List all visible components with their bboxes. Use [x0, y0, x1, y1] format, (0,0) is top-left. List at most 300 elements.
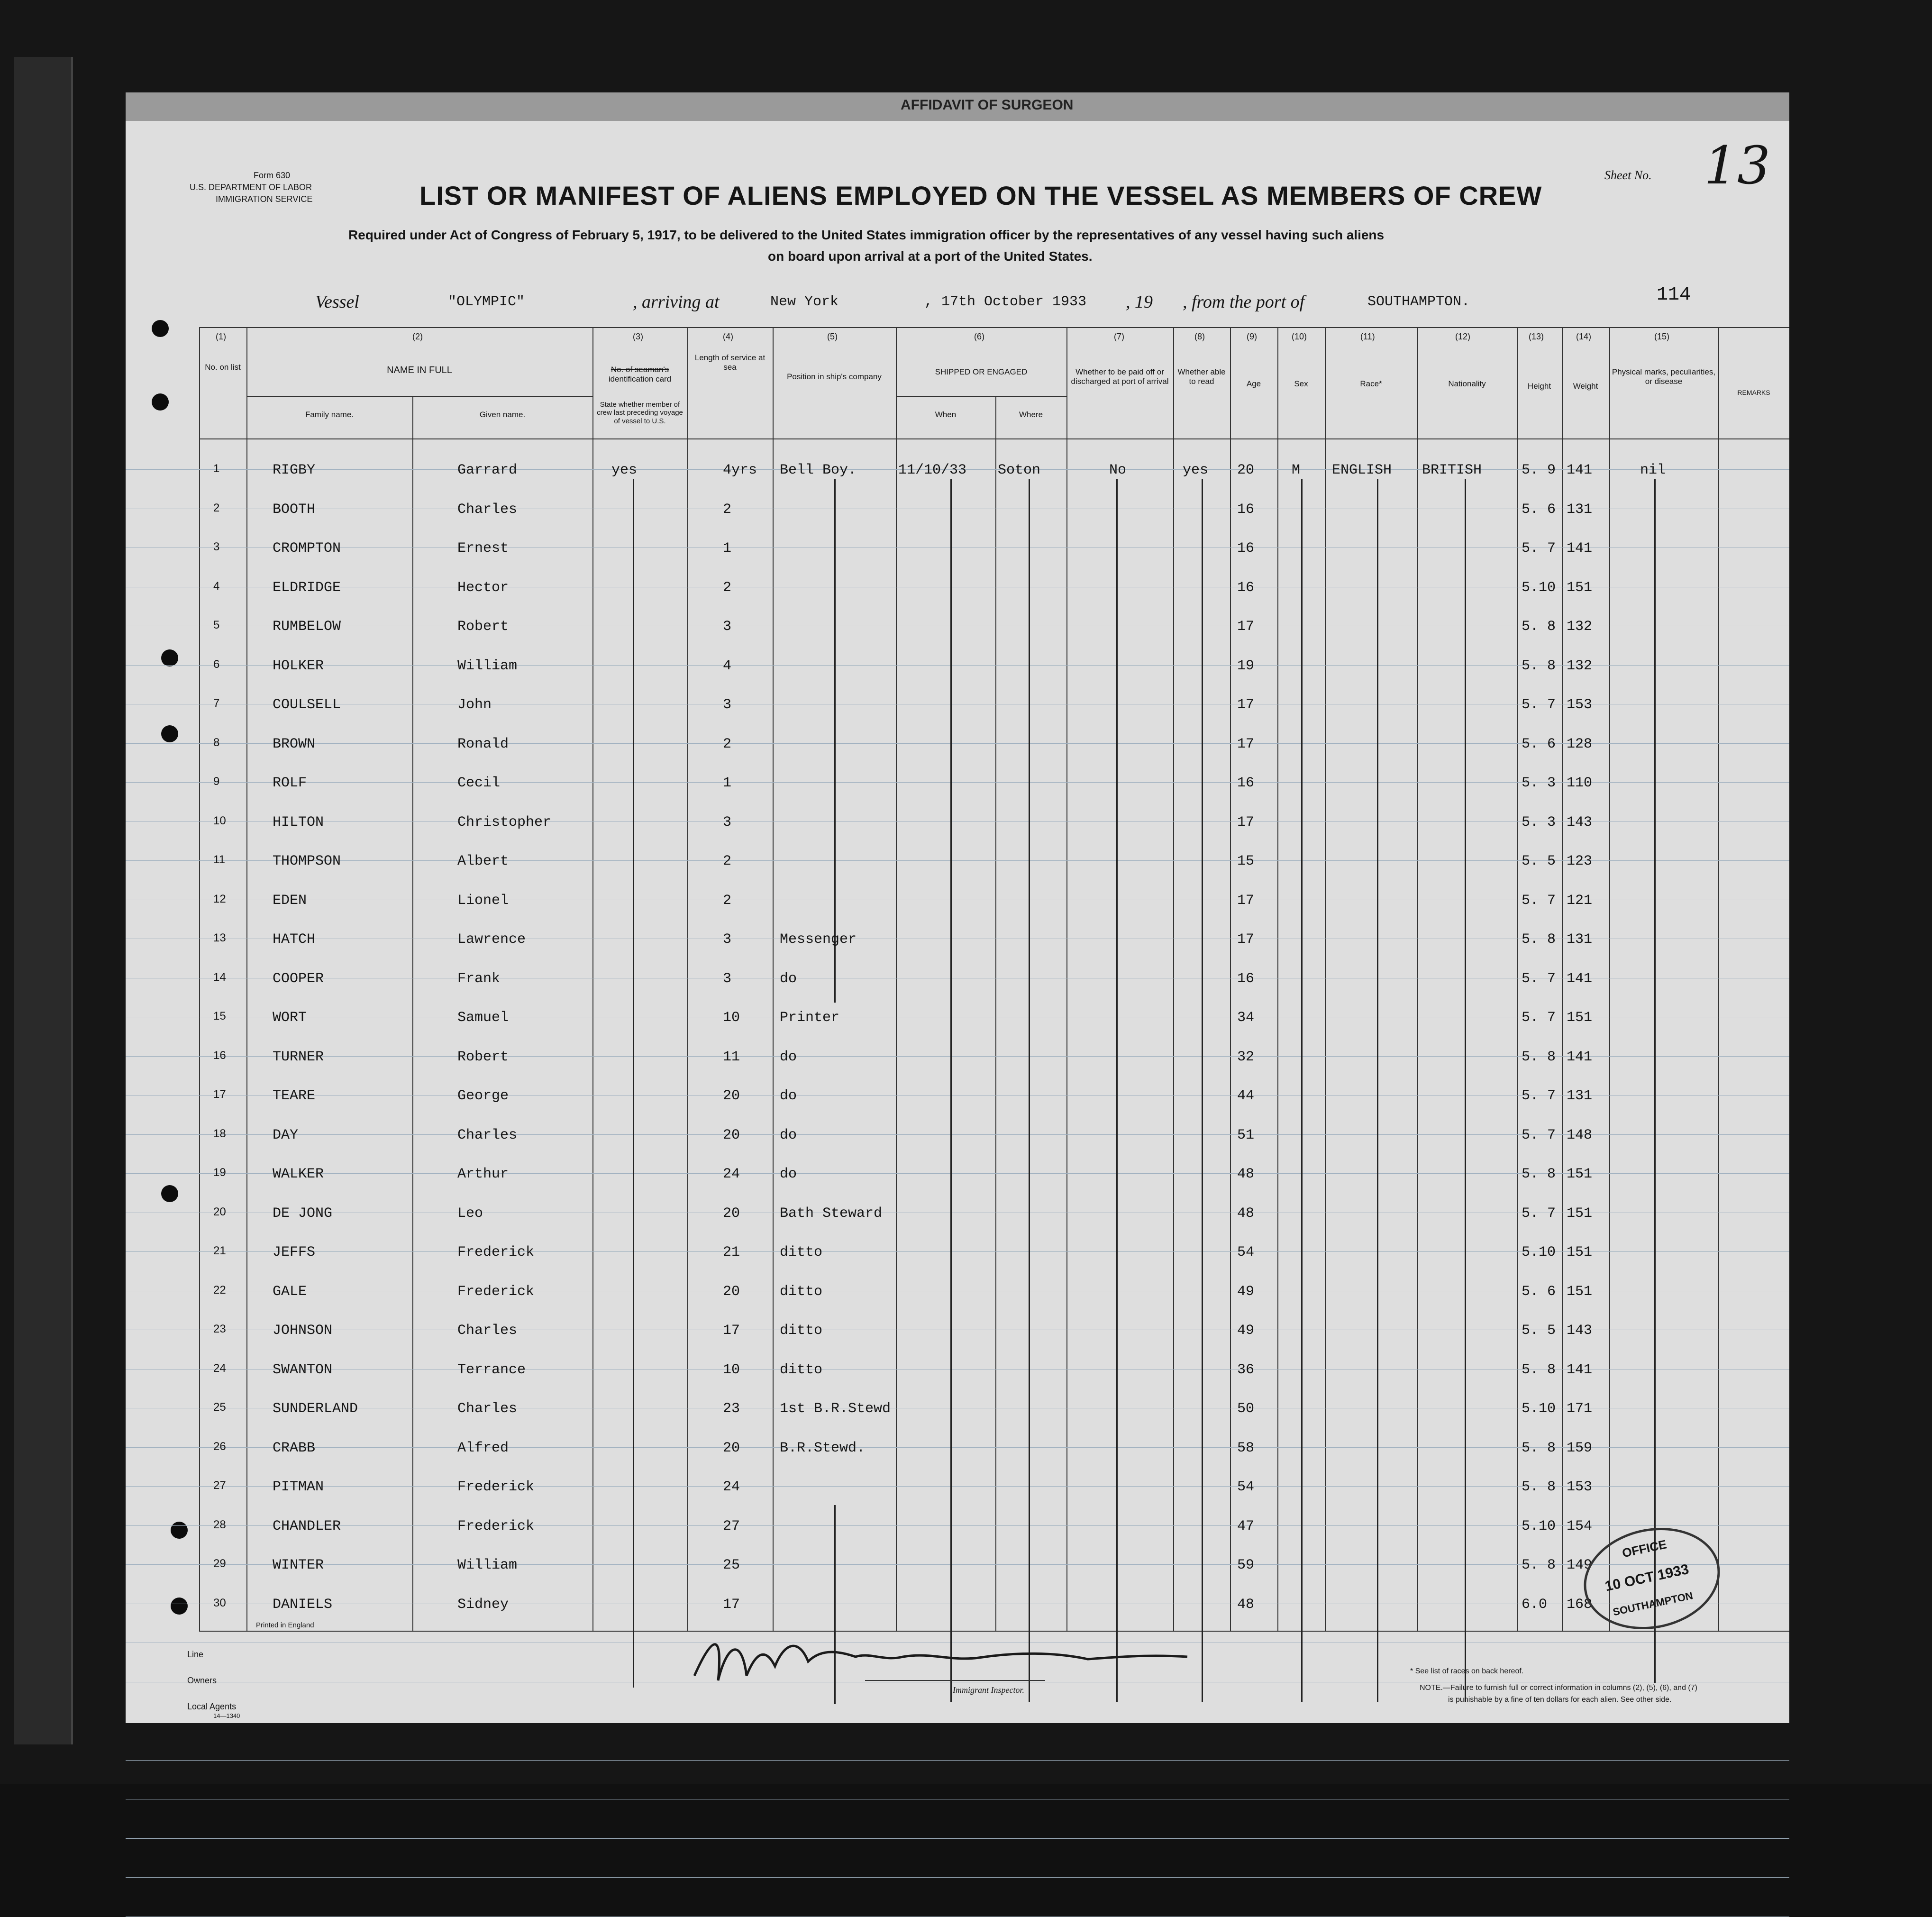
vessel-name: "OLYMPIC"	[448, 294, 525, 310]
given-name: Lionel	[457, 892, 509, 909]
weight: 141	[1567, 1049, 1593, 1065]
agents-code: 14—1340	[213, 1712, 240, 1719]
family-name: CROMPTON	[273, 540, 341, 557]
header-age: Age	[1246, 379, 1261, 388]
punch-hole	[161, 649, 178, 666]
given-name: Ronald	[457, 736, 509, 752]
col-num: (1)	[216, 332, 226, 341]
col-num: (13)	[1529, 332, 1544, 341]
races-note: * See list of races on back hereof.	[1410, 1667, 1524, 1675]
service-length: 27	[723, 1518, 740, 1534]
ditto-stroke	[1301, 479, 1303, 1702]
from-label: , from the port of	[1183, 292, 1305, 312]
service-length: 23	[723, 1401, 740, 1417]
service-length: 20	[723, 1088, 740, 1104]
row-number: 30	[213, 1596, 226, 1609]
height: 5. 6	[1522, 501, 1556, 518]
given-name: George	[457, 1088, 509, 1104]
row-number: 9	[213, 775, 220, 788]
height: 5. 8	[1522, 657, 1556, 674]
given-name: Cecil	[457, 775, 501, 791]
service-length: 2	[723, 579, 732, 596]
position: do	[780, 970, 797, 987]
position: ditto	[780, 1244, 823, 1260]
department: U.S. DEPARTMENT OF LABOR	[190, 183, 312, 192]
owners-label: Owners	[187, 1676, 217, 1685]
header-remarks: REMARKS	[1737, 389, 1770, 396]
given-name: Frederick	[457, 1283, 535, 1300]
punch-hole	[171, 1598, 188, 1615]
weight: 143	[1567, 1323, 1593, 1339]
age: 16	[1237, 775, 1255, 791]
col-num: (10)	[1292, 332, 1307, 341]
age: 54	[1237, 1479, 1255, 1495]
given-name: Frederick	[457, 1244, 535, 1260]
engaged-when: 11/10/33	[898, 462, 967, 478]
header-seaman-card-note: State whether member of crew last preceding voyage of vessel to U.S.	[597, 401, 683, 425]
family-name: PITMAN	[273, 1479, 324, 1495]
subtitle-line-2: on board upon arrival at a port of the United States.	[768, 249, 1093, 264]
given-name: Christopher	[457, 814, 552, 831]
penalty-note-2: is punishable by a fine of ten dollars for each alien. See other side.	[1448, 1696, 1672, 1704]
family-name: BROWN	[273, 736, 316, 752]
service-length: 3	[723, 970, 732, 987]
age: 17	[1237, 619, 1255, 635]
ruled-line	[126, 1838, 1789, 1839]
family-name: CHANDLER	[273, 1518, 341, 1534]
col-num: (11)	[1360, 332, 1375, 341]
age: 51	[1237, 1127, 1255, 1143]
header-when: When	[935, 410, 957, 419]
row-number: 7	[213, 697, 220, 710]
row-number: 13	[213, 931, 226, 944]
height: 5. 3	[1522, 775, 1556, 791]
height: 5.10	[1522, 1401, 1556, 1417]
row-number: 29	[213, 1557, 226, 1570]
stamp-bottom-text: SOUTHAMPTON	[1612, 1589, 1694, 1618]
punch-hole	[161, 725, 178, 742]
header-able-read: Whether able to read	[1177, 367, 1226, 386]
height: 5. 7	[1522, 1010, 1556, 1026]
header-physical: Physical marks, peculiarities, or disease	[1612, 367, 1716, 386]
height: 5.10	[1522, 1244, 1556, 1260]
header-seaman-card: No. of seaman's identification card	[608, 365, 672, 383]
service-length: 17	[723, 1596, 740, 1613]
inspector-signature	[685, 1624, 1230, 1695]
height: 5. 3	[1522, 814, 1556, 831]
arriving-label: , arriving at	[633, 292, 720, 312]
age: 58	[1237, 1440, 1255, 1456]
service-length: 17	[723, 1323, 740, 1339]
age: 17	[1237, 814, 1255, 831]
position: ditto	[780, 1323, 823, 1339]
weight: 154	[1567, 1518, 1593, 1534]
ditto-stroke	[950, 479, 952, 1702]
physical-marks: nil	[1640, 462, 1666, 478]
weight: 153	[1567, 697, 1593, 713]
arrival-date: , 17th October 1933	[924, 294, 1087, 310]
given-name: Garrard	[457, 462, 518, 478]
age: 50	[1237, 1401, 1255, 1417]
family-name: SUNDERLAND	[273, 1401, 358, 1417]
service-length: 10	[723, 1361, 740, 1378]
col-num: (8)	[1194, 332, 1205, 341]
service: IMMIGRATION SERVICE	[216, 194, 313, 204]
punch-hole	[152, 320, 169, 337]
family-name: HOLKER	[273, 657, 324, 674]
weight: 131	[1567, 501, 1593, 518]
header-sex: Sex	[1294, 379, 1308, 388]
header-race: Race*	[1360, 379, 1382, 388]
printed-note: Printed in England	[256, 1621, 314, 1629]
service-length: 20	[723, 1283, 740, 1300]
header-shipped: SHIPPED OR ENGAGED	[935, 367, 1028, 376]
service-length: 4yrs	[723, 462, 757, 478]
height: 5. 6	[1522, 1283, 1556, 1300]
height: 5. 5	[1522, 1323, 1556, 1339]
form-number: Form 630	[254, 171, 291, 180]
age: 32	[1237, 1049, 1255, 1065]
weight: 148	[1567, 1127, 1593, 1143]
given-name: Robert	[457, 1049, 509, 1065]
age: 48	[1237, 1205, 1255, 1222]
service-length: 3	[723, 619, 732, 635]
position: ditto	[780, 1283, 823, 1300]
height: 5. 7	[1522, 540, 1556, 557]
sheet-number: 13	[1704, 135, 1770, 196]
row-number: 27	[213, 1479, 226, 1492]
service-length: 3	[723, 814, 732, 831]
service-length: 25	[723, 1557, 740, 1573]
col-num: (4)	[723, 332, 733, 341]
family-name: DAY	[273, 1127, 299, 1143]
age: 34	[1237, 1010, 1255, 1026]
age: 17	[1237, 931, 1255, 948]
family-name: JEFFS	[273, 1244, 316, 1260]
family-name: TEARE	[273, 1088, 316, 1104]
row-number: 16	[213, 1049, 226, 1062]
family-name: RIGBY	[273, 462, 316, 478]
weight: 121	[1567, 892, 1593, 909]
row-number: 4	[213, 579, 220, 593]
age: 17	[1237, 697, 1255, 713]
given-name: Ernest	[457, 540, 509, 557]
height: 5. 9	[1522, 462, 1556, 478]
height: 5. 8	[1522, 619, 1556, 635]
ruled-line	[126, 1877, 1789, 1878]
age: 17	[1237, 892, 1255, 909]
position: Printer	[780, 1010, 840, 1026]
weight: 153	[1567, 1479, 1593, 1495]
row-number: 2	[213, 501, 220, 514]
penalty-note-1: NOTE.—Failure to furnish full or correct information in columns (2), (5), (6), and (7)	[1420, 1684, 1697, 1692]
age: 48	[1237, 1166, 1255, 1182]
row-number: 1	[213, 462, 220, 475]
year-label: , 19	[1126, 292, 1153, 312]
height: 5. 8	[1522, 931, 1556, 948]
col-num: (9)	[1247, 332, 1257, 341]
weight: 123	[1567, 853, 1593, 869]
position: do	[780, 1088, 797, 1104]
ditto-stroke	[633, 479, 634, 1688]
family-name: ROLF	[273, 775, 307, 791]
age: 19	[1237, 657, 1255, 674]
given-name: Alfred	[457, 1440, 509, 1456]
header-given-name: Given name.	[479, 410, 526, 419]
row-number: 28	[213, 1518, 226, 1531]
engaged-where: Soton	[998, 462, 1041, 478]
family-name: CRABB	[273, 1440, 316, 1456]
service-length: 2	[723, 853, 732, 869]
family-name: SWANTON	[273, 1361, 333, 1378]
family-name: THOMPSON	[273, 853, 341, 869]
page-reference: 114	[1657, 284, 1691, 306]
row-number: 8	[213, 736, 220, 749]
weight: 151	[1567, 1010, 1593, 1026]
header-paid-off: Whether to be paid off or discharged at port of arrival	[1071, 367, 1169, 386]
row-number: 23	[213, 1323, 226, 1335]
given-name: Hector	[457, 579, 509, 596]
given-name: Robert	[457, 619, 509, 635]
punch-hole	[171, 1522, 188, 1539]
height: 5. 7	[1522, 1127, 1556, 1143]
height: 5. 8	[1522, 1479, 1556, 1495]
ditto-stroke	[1465, 479, 1466, 1702]
age: 16	[1237, 540, 1255, 557]
weight: 151	[1567, 1283, 1593, 1300]
header-weight: Weight	[1573, 382, 1598, 391]
col-num: (14)	[1576, 332, 1592, 341]
manifest-page	[126, 121, 1789, 1723]
row-number: 10	[213, 814, 226, 827]
given-name: Frederick	[457, 1518, 535, 1534]
service-length: 1	[723, 540, 732, 557]
weight: 128	[1567, 736, 1593, 752]
weight: 159	[1567, 1440, 1593, 1456]
height: 5. 7	[1522, 1205, 1556, 1222]
able-read: yes	[1183, 462, 1209, 478]
header-family-name: Family name.	[305, 410, 354, 419]
height: 5. 8	[1522, 1049, 1556, 1065]
given-name: Sidney	[457, 1596, 509, 1613]
col-num: (5)	[827, 332, 838, 341]
family-name: WORT	[273, 1010, 307, 1026]
position: 1st B.R.Stewd	[780, 1401, 891, 1417]
ruled-line	[126, 1760, 1789, 1761]
row-number: 24	[213, 1361, 226, 1375]
weight: 151	[1567, 1205, 1593, 1222]
subtitle-line-1: Required under Act of Congress of February 5, 1917, to be delivered to the United States immigration officer by the representatives of any vessel having such aliens	[348, 228, 1385, 242]
family-name: COOPER	[273, 970, 324, 987]
affidavit-label: AFFIDAVIT OF SURGEON	[901, 97, 1074, 113]
service-length: 2	[723, 501, 732, 518]
weight: 132	[1567, 657, 1593, 674]
line-label: Line	[187, 1650, 204, 1659]
age: 16	[1237, 970, 1255, 987]
family-name: ELDRIDGE	[273, 579, 341, 596]
family-name: WINTER	[273, 1557, 324, 1573]
position: ditto	[780, 1361, 823, 1378]
age: 15	[1237, 853, 1255, 869]
given-name: Frederick	[457, 1479, 535, 1495]
given-name: John	[457, 697, 492, 713]
col-num: (15)	[1654, 332, 1670, 341]
row-number: 3	[213, 540, 220, 553]
header-name-in-full: NAME IN FULL	[387, 365, 452, 375]
weight: 141	[1567, 462, 1593, 478]
header-position: Position in ship's company	[787, 372, 882, 381]
weight: 151	[1567, 579, 1593, 596]
ditto-stroke	[1116, 479, 1118, 1702]
from-port: SOUTHAMPTON.	[1367, 294, 1470, 310]
inspector-label: Immigrant Inspector.	[953, 1685, 1024, 1695]
age: 48	[1237, 1596, 1255, 1613]
header-where: Where	[1019, 410, 1043, 419]
sheet-label: Sheet No.	[1604, 168, 1652, 182]
given-name: Leo	[457, 1205, 483, 1222]
service-length: 20	[723, 1205, 740, 1222]
height: 5. 7	[1522, 1088, 1556, 1104]
given-name: Arthur	[457, 1166, 509, 1182]
service-length: 4	[723, 657, 732, 674]
age: 49	[1237, 1283, 1255, 1300]
service-length: 2	[723, 892, 732, 909]
age: 20	[1237, 462, 1255, 478]
weight: 151	[1567, 1244, 1593, 1260]
service-length: 2	[723, 736, 732, 752]
service-length: 1	[723, 775, 732, 791]
weight: 131	[1567, 931, 1593, 948]
given-name: William	[457, 657, 518, 674]
position: do	[780, 1127, 797, 1143]
row-number: 20	[213, 1205, 226, 1218]
row-number: 12	[213, 892, 226, 905]
height: 5. 5	[1522, 853, 1556, 869]
family-name: EDEN	[273, 892, 307, 909]
service-length: 20	[723, 1127, 740, 1143]
weight: 143	[1567, 814, 1593, 831]
ditto-stroke	[834, 479, 836, 1003]
position: do	[780, 1166, 797, 1182]
height: 5. 8	[1522, 1361, 1556, 1378]
col-num: (12)	[1455, 332, 1471, 341]
vessel-label: Vessel	[315, 292, 359, 312]
given-name: Charles	[457, 1323, 518, 1339]
family-name: HILTON	[273, 814, 324, 831]
row-number: 14	[213, 970, 226, 984]
weight: 168	[1567, 1596, 1593, 1613]
manifest-title: LIST OR MANIFEST OF ALIENS EMPLOYED ON THE VESSEL AS MEMBERS OF CREW	[419, 181, 1542, 210]
header-no-on-list: No. on list	[205, 363, 241, 372]
service-length: 21	[723, 1244, 740, 1260]
service-length: 3	[723, 697, 732, 713]
height: 5. 8	[1522, 1440, 1556, 1456]
arriving-port: New York	[770, 294, 839, 310]
ditto-stroke	[1654, 479, 1656, 1683]
header-height: Height	[1527, 382, 1551, 391]
height: 5. 8	[1522, 1557, 1556, 1573]
row-number: 25	[213, 1401, 226, 1414]
row-number: 11	[213, 853, 225, 866]
position: Bell Boy.	[780, 462, 857, 478]
punch-hole	[161, 1185, 178, 1202]
stamp-top-text: OFFICE	[1621, 1537, 1668, 1561]
age: 49	[1237, 1323, 1255, 1339]
age: 54	[1237, 1244, 1255, 1260]
family-name: GALE	[273, 1283, 307, 1300]
height: 5. 7	[1522, 892, 1556, 909]
sex: M	[1292, 462, 1301, 478]
age: 59	[1237, 1557, 1255, 1573]
given-name: Samuel	[457, 1010, 509, 1026]
col-num: (3)	[633, 332, 643, 341]
nationality: BRITISH	[1422, 462, 1482, 478]
row-number: 15	[213, 1010, 226, 1022]
given-name: Albert	[457, 853, 509, 869]
family-name: TURNER	[273, 1049, 324, 1065]
col-num: (7)	[1114, 332, 1124, 341]
age: 47	[1237, 1518, 1255, 1534]
row-number: 18	[213, 1127, 226, 1140]
given-name: Frank	[457, 970, 501, 987]
family-name: HATCH	[273, 931, 316, 948]
weight: 151	[1567, 1166, 1593, 1182]
service-length: 11	[723, 1049, 740, 1065]
weight: 149	[1567, 1557, 1593, 1573]
age: 36	[1237, 1361, 1255, 1378]
family-name: WALKER	[273, 1166, 324, 1182]
age: 16	[1237, 579, 1255, 596]
family-name: DE JONG	[273, 1205, 333, 1222]
ditto-stroke	[1202, 479, 1203, 1702]
paid-off: No	[1109, 462, 1127, 478]
agents-label: Local Agents	[187, 1702, 237, 1711]
weight: 141	[1567, 1361, 1593, 1378]
card-status: yes	[611, 462, 638, 478]
position: Bath Steward	[780, 1205, 883, 1222]
weight: 131	[1567, 1088, 1593, 1104]
weight: 171	[1567, 1401, 1593, 1417]
height: 5. 7	[1522, 697, 1556, 713]
row-number: 6	[213, 657, 220, 671]
given-name: Charles	[457, 501, 518, 518]
family-name: BOOTH	[273, 501, 316, 518]
row-number: 21	[213, 1244, 226, 1257]
height: 5. 7	[1522, 970, 1556, 987]
given-name: Terrance	[457, 1361, 526, 1378]
weight: 110	[1567, 775, 1593, 791]
family-name: DANIELS	[273, 1596, 333, 1613]
punch-hole	[152, 393, 169, 411]
row-number: 5	[213, 619, 220, 631]
service-length: 3	[723, 931, 732, 948]
age: 17	[1237, 736, 1255, 752]
weight: 132	[1567, 619, 1593, 635]
position: B.R.Stewd.	[780, 1440, 866, 1456]
binder-edge	[14, 57, 73, 1744]
position: Messenger	[780, 931, 857, 948]
race: ENGLISH	[1332, 462, 1392, 478]
weight: 141	[1567, 540, 1593, 557]
family-name: RUMBELOW	[273, 619, 341, 635]
service-length: 24	[723, 1479, 740, 1495]
row-number: 26	[213, 1440, 226, 1453]
service-length: 10	[723, 1010, 740, 1026]
row-number: 17	[213, 1088, 226, 1101]
ditto-stroke	[1029, 479, 1030, 1702]
given-name: Lawrence	[457, 931, 526, 948]
height: 5.10	[1522, 1518, 1556, 1534]
